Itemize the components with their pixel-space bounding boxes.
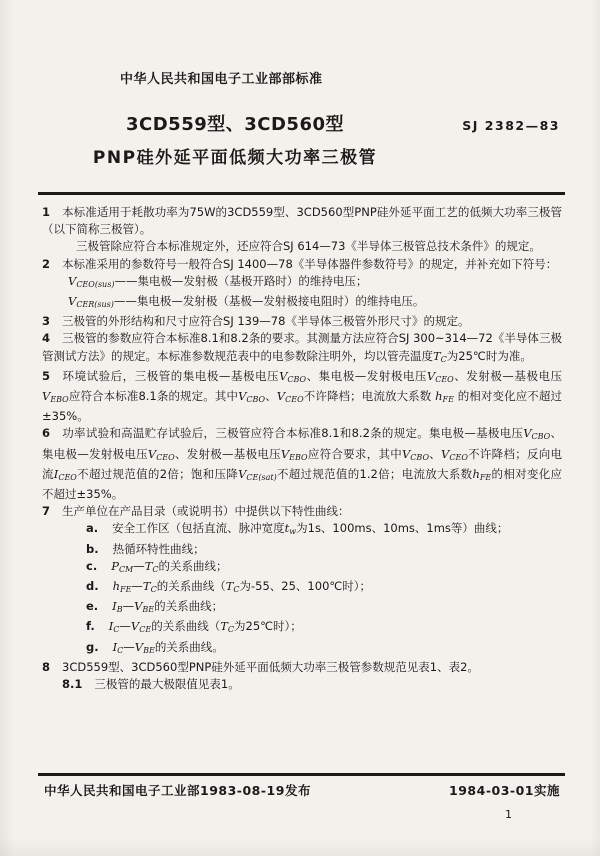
clause-number: b.: [86, 541, 99, 556]
clause-number: 4: [42, 331, 51, 346]
clause-number: 3: [42, 314, 51, 329]
parameter-symbol: $V_{CE(sat)}$: [238, 466, 277, 482]
parameter-symbol: $T_C$: [144, 558, 159, 574]
paragraph: b. 热循环特性曲线；: [86, 541, 205, 556]
implementation-date-line: 1984-03-01实施: [449, 783, 560, 798]
header-divider: [38, 192, 565, 195]
clause-number: 6: [42, 426, 51, 441]
paragraph: $V_{CEO(sus)}——$集电极—发射极（基极开路时）的维持电压；: [68, 273, 368, 289]
parameter-symbol: $V_{EBO}$: [280, 446, 308, 462]
paragraph: 2 本标准采用的参数符号一般符合SJ 1400—78《半导体器件参数符号》的规定，并补充如下符号：: [42, 256, 558, 271]
paragraph: 8 3CD559型、3CD560型PNP硅外延平面低频大功率三极管参数规范见表1、表2。: [42, 659, 479, 674]
paragraph: 6 功率试验和高温贮存试验后，三极管应符合本标准8.1和8.2条的规定。集电极—基极电压$V_{CBO}$、集电极—发射极电压$V_{CEO}$、发射极—基极电压$V_{EBO}$应符合要求，其中$V_{CBO}$、$V_{CEO}$不许降档；反向电流$I_{CEO}$不超过规范值的2倍；饱和压降$V_{CE(sat)}$不超过规范值的1.2倍；电流放大系数$h_{FE}$的相对变化应不超过±35%。: [42, 426, 563, 502]
parameter-symbol: $V_{EBO}$: [42, 389, 69, 405]
parameter-symbol: $T_C$: [433, 348, 447, 364]
parameter-symbol: $V_{CEO}$: [147, 446, 175, 462]
paragraph: $V_{CER(sus)}——$集电极—发射极（基极—发射极接电阻时）的维持电压。: [68, 294, 425, 310]
paragraph: a. 安全工作区（包括直流、脉冲宽度$t_w$为1s、100ms、10ms、1ms等）曲线；: [86, 521, 509, 537]
parameter-symbol: $I_C$: [112, 639, 124, 655]
paragraph: 5 环境试验后，三极管的集电极—基极电压$V_{CBO}$、集电极—发射极电压$V_{CEO}$、发射极—基极电压$V_{EBO}$应符合本标准8.1条的规定。其中$V_{CBO}$、$V_{CEO}$不许降档；电流放大系数 $h_{FE}$ 的相对变化应不超过±35%。: [42, 368, 563, 424]
parameter-symbol: $h_{FE}$: [435, 389, 454, 405]
clause-number: 1: [42, 205, 51, 219]
parameter-symbol: $P_{CM}$: [111, 558, 134, 574]
standard-authority-line: 中华人民共和国电子工业部部标准: [120, 72, 323, 87]
paragraph: 7 生产单位在产品目录（或说明书）中提供以下特性曲线：: [42, 504, 350, 519]
clause-number: 8.1: [62, 677, 83, 692]
parameter-symbol: $V_{CBO}$: [279, 368, 307, 384]
paragraph: d. $h_{FE}—T_C$的关系曲线（$T_C$为-55、25、100℃时）；: [86, 579, 372, 595]
parameter-symbol: $V_{BE}$: [134, 599, 155, 615]
document-title-line2: PNP硅外延平面低频大功率三极管: [92, 148, 378, 168]
parameter-symbol: $V_{CER(sus)}$: [68, 294, 114, 310]
page-number: 1: [505, 808, 512, 821]
title-block: [38, 110, 432, 168]
paragraph: 三极管除应符合本标准规定外，还应符合SJ 614—73《半导体三极管总技术条件》的规定。: [76, 239, 541, 254]
parameter-symbol: $h_{FE}$: [112, 579, 132, 595]
clause-number: f.: [86, 619, 95, 634]
parameter-symbol: $V_{CEO}$: [441, 446, 468, 462]
parameter-symbol: $V_{BE}$: [134, 639, 155, 655]
parameter-symbol: $V_{CBO}$: [523, 426, 551, 442]
parameter-symbol: $I_B$: [112, 599, 123, 615]
paragraph: f. $I_C—V_{CE}$的关系曲线（$T_C$为25℃时）；: [86, 619, 302, 635]
clause-number: g.: [86, 639, 99, 654]
parameter-symbol: $T_C$: [220, 619, 234, 635]
clause-number: c.: [86, 558, 98, 573]
document-body: [42, 204, 562, 693]
clause-number: 7: [42, 504, 51, 519]
paragraph: 3 三极管的外形结构和尺寸应符合SJ 139—78《半导体三极管外形尺寸》的规定。: [42, 314, 470, 329]
paragraph: c. $P_{CM}—T_C$的关系曲线；: [86, 558, 228, 574]
clause-number: e.: [86, 599, 99, 614]
paragraph: 8.1 三极管的最大极限值见表1。: [62, 677, 240, 692]
paragraph: e. $I_B—V_{BE}$的关系曲线；: [86, 599, 224, 615]
footer: [44, 781, 560, 799]
parameter-symbol: $V_{CEO}$: [276, 389, 304, 405]
parameter-symbol: $T_C$: [225, 579, 240, 595]
parameter-symbol: $V_{CBO}$: [238, 389, 266, 405]
parameter-symbol: $t_w$: [284, 521, 297, 537]
clause-number: d.: [86, 579, 99, 594]
footer-divider: [38, 773, 565, 776]
parameter-symbol: $V_{CBO}$: [401, 446, 430, 462]
standard-number: SJ 2382—83: [462, 118, 560, 133]
parameter-symbol: $V_{CEO}$: [426, 368, 454, 384]
paragraph: g. $I_C—V_{BE}$的关系曲线。: [86, 639, 224, 655]
parameter-symbol: $T_C$: [142, 579, 157, 595]
parameter-symbol: $V_{CEO(sus)}$: [68, 273, 115, 289]
parameter-symbol: $V_{CE}$: [130, 619, 152, 635]
parameter-symbol: $I_C$: [108, 619, 120, 635]
paragraph: 4 三极管的参数应符合本标准8.1和8.2条的要求。其测量方法应符合SJ 300~314—72《半导体三极管测试方法》的规定。本标准参数规范表中的电参数除注明外，均以管壳温度$T_C$为25℃时为准。: [42, 331, 562, 364]
clause-number: 8: [42, 659, 51, 674]
parameter-symbol: $I_{CEO}$: [53, 466, 77, 482]
issue-date-line: 中华人民共和国电子工业部1983-08-19发布: [44, 783, 311, 798]
clause-number: 2: [42, 256, 51, 271]
paragraph: 1 本标准适用于耗散功率为75W的3CD559型、3CD560型PNP硅外延平面工艺的低频大功率三极管（以下简称三极管）。: [42, 205, 562, 237]
document-title-line1: 3CD559型、3CD560型: [126, 114, 344, 135]
parameter-symbol: $h_{FE}$: [472, 466, 492, 482]
clause-number: a.: [86, 521, 99, 536]
clause-number: 5: [42, 368, 51, 383]
